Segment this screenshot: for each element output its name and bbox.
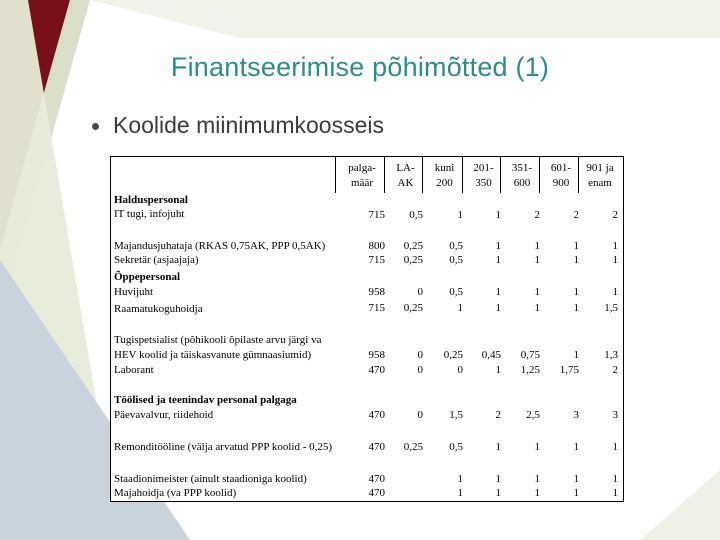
table-cell-value: 1 [573, 487, 579, 499]
table-cell-value: 1 [573, 349, 579, 361]
table-cell-value: 1 [573, 441, 579, 453]
table-cell-value: 3 [573, 409, 579, 421]
table-column-header [464, 161, 503, 191]
table-cell-value: 0,5 [409, 209, 423, 221]
table-cell-value: 1 [612, 254, 618, 266]
column-header-line: 201- [473, 162, 494, 174]
header-column-divider [335, 157, 336, 193]
table-cell-value: 1 [573, 286, 579, 298]
table-cell-value: 0 [417, 349, 423, 361]
table-cell-value: 0,5 [449, 441, 463, 453]
table-cell-value: 1 [573, 302, 579, 314]
table-cell-value: 0,5 [449, 254, 463, 266]
column-header-line: 200 [436, 177, 453, 189]
table-cell-value: 470 [368, 441, 385, 453]
column-header-line: määr [351, 177, 373, 189]
bullet-dot-icon [92, 123, 99, 130]
table-cell-value: 470 [368, 487, 385, 499]
table-cell-value: 1 [534, 473, 540, 485]
table-column-header [386, 161, 425, 191]
column-header-line: 351- [511, 162, 533, 174]
table-cell-value: 1 [534, 254, 540, 266]
table-cell-value: 1 [457, 473, 463, 485]
table-cell-value: 1 [534, 441, 540, 453]
table-column-header [502, 161, 542, 191]
table-cell-value: 470 [368, 409, 385, 421]
row-label: Huvijuht [114, 286, 154, 298]
table-cell-value: 1 [573, 254, 579, 266]
table-cell-value: 1 [534, 302, 540, 314]
table-cell-value: 0,25 [403, 441, 423, 453]
row-label: Tugispetsialist (põhikooli õpilaste arvu järgi va [114, 334, 322, 346]
column-header-line: enam [588, 177, 612, 189]
bullet-text: Koolide miinimumkoosseis [113, 112, 384, 138]
table-cell-value: 1 [534, 286, 540, 298]
slide-title: Finantseerimise põhimõtted (1) [170, 52, 550, 82]
table-cell-value: 1 [612, 286, 618, 298]
table-cell-value: 470 [368, 364, 385, 376]
table-cell-value: 2 [573, 209, 579, 221]
table-cell-value: 2,5 [526, 409, 540, 421]
table-column-header [580, 161, 620, 191]
section-heading: Halduspersonal [114, 194, 188, 206]
column-header-line: AK [397, 177, 414, 189]
table-cell-value: 715 [368, 209, 385, 221]
table-cell-value: 1 [534, 487, 540, 499]
column-header-line: 350 [475, 177, 492, 189]
table-cell-value: 1,25 [520, 364, 540, 376]
table-cell-value: 0,45 [481, 349, 501, 361]
table-cell-value: 0,25 [403, 302, 423, 314]
table-cell-value: 800 [368, 240, 385, 252]
table-cell-value: 1 [534, 240, 540, 252]
row-label: Majandusjuhataja (RKAS 0,75AK, PPP 0,5AK) [114, 240, 326, 252]
row-label: Raamatukoguhoidja [114, 303, 203, 315]
table-cell-value: 0,25 [403, 240, 423, 252]
table-cell-value: 0,5 [449, 240, 463, 252]
top-band-right [90, 0, 720, 38]
table-cell-value: 1 [573, 240, 579, 252]
section-heading: Töölised ja teenindav personal palgaga [114, 394, 297, 406]
row-label: Laborant [114, 364, 154, 376]
table-cell-value: 0 [417, 409, 423, 421]
column-header-line: kuni [434, 162, 455, 174]
table-cell-value: 0 [417, 286, 423, 298]
table-cell-value: 1 [495, 254, 501, 266]
table-cell-value: 2 [534, 209, 540, 221]
table-cell-value: 2 [612, 209, 618, 221]
column-header-line: 600 [513, 177, 531, 189]
table-cell-value: 1,75 [559, 364, 579, 376]
table-cell-value: 1 [495, 286, 501, 298]
table-column-header [337, 161, 387, 191]
table-cell-value: 1 [612, 487, 618, 499]
row-label: Majahoidja (va PPP koolid) [114, 487, 237, 499]
row-label: Sekretär (asjaajaja) [114, 254, 199, 266]
table-cell-value: 3 [612, 409, 618, 421]
table-cell-value: 1 [457, 487, 463, 499]
column-header-line: 900 [552, 177, 570, 189]
table-cell-value: 1 [612, 240, 618, 252]
table-cell-value: 1 [457, 302, 463, 314]
row-label: IT tugi, infojuht [114, 208, 185, 220]
staffing-table [110, 156, 624, 502]
column-header-line: 901 ja [586, 162, 614, 174]
table-cell-value: 1 [495, 364, 501, 376]
column-header-line: LA- [396, 162, 415, 174]
bottom-band-right [640, 470, 720, 540]
table-cell-value: 0,25 [403, 254, 423, 266]
table-cell-value: 1 [573, 473, 579, 485]
table-cell-value: 0,5 [449, 286, 463, 298]
row-label: HEV koolid ja täiskasvanute gümnaasiumid) [114, 349, 312, 361]
table-cell-value: 0,75 [520, 349, 540, 361]
table-cell-value: 0 [417, 364, 423, 376]
table-cell-value: 1 [612, 441, 618, 453]
table-column-header [424, 161, 465, 191]
table-cell-value: 1 [495, 441, 501, 453]
table-cell-value: 1 [457, 209, 463, 221]
bullet-item [92, 112, 384, 139]
row-label: Päevavalvur, riidehoid [114, 409, 214, 421]
table-cell-value: 1,3 [604, 349, 618, 361]
table-column-header [541, 161, 581, 191]
column-header-line: 601- [550, 162, 572, 174]
table-cell-value: 1 [495, 209, 501, 221]
table-cell-value: 1,5 [604, 302, 618, 314]
section-heading: Õppepersonal [114, 271, 181, 283]
table-cell-value: 1 [495, 473, 501, 485]
table-cell-value: 470 [368, 473, 385, 485]
table-cell-value: 958 [368, 286, 385, 298]
row-label: Staadionimeister (ainult staadioniga koolid) [114, 473, 307, 485]
table-cell-value: 0 [457, 364, 463, 376]
table-cell-value: 958 [368, 349, 385, 361]
table-cell-value: 0,25 [443, 349, 463, 361]
table-cell-value: 1 [495, 487, 501, 499]
table-cell-value: 715 [368, 302, 385, 314]
table-cell-value: 2 [612, 364, 618, 376]
row-label: Remonditööline (välja arvatud PPP koolid - 0,25) [114, 441, 333, 453]
table-cell-value: 1 [612, 473, 618, 485]
column-header-line: palga- [348, 162, 376, 174]
table-cell-value: 1,5 [449, 409, 463, 421]
table-cell-value: 2 [495, 409, 501, 421]
table-cell-value: 1 [495, 240, 501, 252]
table-cell-value: 715 [368, 254, 385, 266]
table-cell-value: 1 [495, 302, 501, 314]
